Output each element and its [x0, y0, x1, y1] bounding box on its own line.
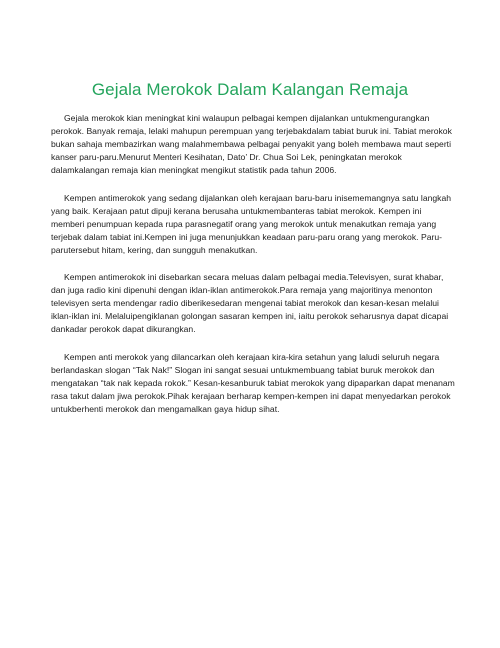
document-body	[51, 112, 455, 430]
paragraph-1: Gejala merokok kian meningkat kini walaupun pelbagai kempen dijalankan untukmengurangkan perokok. Banyak remaja, lelaki mahupun perempuan yang terjebakdalam tabiat buruk ini. Tabiat merokok bukan sahaja membazirkan wang malahmembawa pelbagai penyakit yang boleh membawa maut seperti kanser paru-paru.Menurut Menteri Kesihatan, Dato’ Dr. Chua Soi Lek, peningkatan merokok dalamkalangan remaja kian meningkat mengikut statistik pada tahun 2006.	[51, 113, 452, 175]
paragraph-3: Kempen antimerokok ini disebarkan secara meluas dalam pelbagai media.Televisyen, surat khabar, dan juga radio kini dipenuhi dengan iklan-iklan antimerokok.Para remaja yang majoritinya menonton televisyen serta mendengar radio diberikesedaran mengenai tabiat merokok dan kesan-kesan melalui iklan-iklan ini. Melaluipengiklanan golongan sasaran kempen ini, iaitu perokok seharusnya dapat dicapai dankadar perokok dapat dikurangkan.	[51, 272, 449, 334]
paragraph-2: Kempen antimerokok yang sedang dijalankan oleh kerajaan baru-baru inisememangnya satu langkah yang baik. Kerajaan patut dipuji kerana berusaha untukmembanteras tabiat merokok. Kempen ini memberi penumpuan kepada rupa parasnegatif orang yang merokok untuk menakutkan remaja yang terjebak dalam tabiat ini.Kempen ini juga menunjukkan keadaan paru-paru orang yang merokok. Paru-parutersebut hitam, kering, dan sungguh menakutkan.	[51, 192, 452, 255]
paragraph-4: Kempen anti merokok yang dilancarkan oleh kerajaan kira-kira setahun yang laludi seluruh negara berlandaskan slogan “Tak Nak!” Slogan ini sangat sesuai untukmembuang tabiat buruk merokok dan mengatakan “tak nak kepada rokok.” Kesan-kesanburuk tabiat merokok yang dipaparkan dapat menanam rasa takut dalam jiwa perokok.Pihak kerajaan berharap kempen-kempen ini dapat menyedarkan perokok untukberhenti merokok dan mengamalkan gaya hidup sihat.	[51, 351, 455, 414]
document-title: Gejala Merokok Dalam Kalangan Remaja	[91, 80, 409, 99]
